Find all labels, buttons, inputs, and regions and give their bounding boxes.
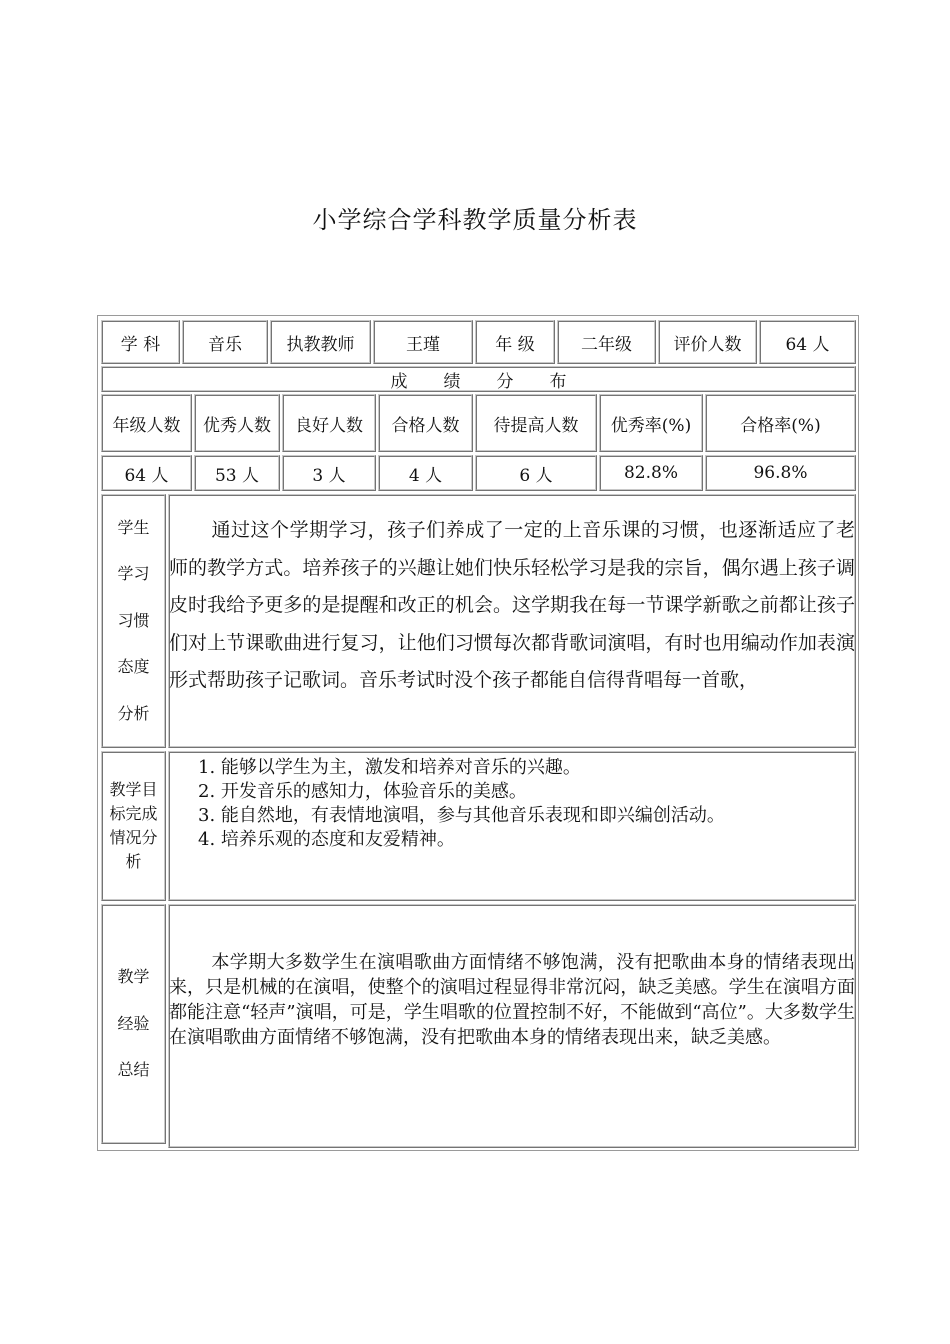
stats-value: 64 人	[101, 455, 192, 491]
goals-label-line: 析	[125, 852, 142, 871]
stats-header: 合格人数	[378, 394, 473, 452]
stats-header: 合格率(%)	[705, 394, 856, 452]
habits-text-block	[169, 512, 855, 700]
distribution-char: 分	[496, 371, 514, 392]
habits-label-line: 态度	[117, 657, 150, 677]
goals-label-line: 标完成	[109, 804, 158, 823]
summary-text-block	[169, 950, 855, 1050]
teacher-label: 执教教师	[270, 320, 371, 364]
habits-label-line: 分析	[117, 703, 150, 723]
distribution-char: 绩	[443, 371, 461, 392]
summary-label-line: 总结	[117, 1060, 150, 1080]
goal-item: 4. 培养乐观的态度和友爱精神。	[198, 829, 455, 850]
goals-label-line: 教学目	[109, 780, 158, 799]
stats-value: 53 人	[194, 455, 280, 491]
goals-list	[198, 756, 725, 852]
grade-value: 二年级	[557, 320, 656, 364]
summary-label	[101, 904, 166, 1144]
distribution-char: 布	[549, 371, 567, 392]
stats-header: 良好人数	[282, 394, 376, 452]
goal-item: 3. 能自然地，有表情地演唱，参与其他音乐表现和即兴编创活动。	[198, 805, 725, 826]
habits-label	[101, 494, 166, 748]
stats-value: 6 人	[475, 455, 597, 491]
summary-text: 本学期大多数学生在演唱歌曲方面情绪不够饱满，没有把歌曲本身的情绪表现出来，只是机械的在演唱，使整个的演唱过程显得非常沉闷，缺乏美感。学生在演唱方面都能注意“轻声”演唱，可是，学生唱歌的位置控制不好，不能做到“高位”。大多数学生在演唱歌曲方面情绪不够饱满，没有把歌曲本身的情绪表现出来，缺乏美感。	[169, 952, 855, 1048]
goals-label-line: 情况分	[109, 828, 158, 847]
evaluated-label: 评价人数	[658, 320, 757, 364]
stats-header: 待提高人数	[475, 394, 597, 452]
teacher-value: 王瑾	[373, 320, 473, 364]
stats-value: 82.8%	[599, 455, 703, 491]
habits-label-line: 学习	[117, 564, 150, 584]
stats-value: 4 人	[378, 455, 473, 491]
stats-header: 年级人数	[101, 394, 192, 452]
subject-label: 学 科	[101, 320, 180, 364]
habits-label-line: 学生	[117, 518, 150, 538]
distribution-header	[101, 366, 856, 392]
stats-value: 96.8%	[705, 455, 856, 491]
evaluated-value: 64 人	[759, 320, 856, 364]
grade-label: 年 级	[475, 320, 555, 364]
goals-label	[101, 751, 166, 901]
habits-text: 通过这个学期学习，孩子们养成了一定的上音乐课的习惯，也逐渐适应了老师的教学方式。培养孩子的兴趣让她们快乐轻松学习是我的宗旨，偶尔遇上孩子调皮时我给予更多的是提醒和改正的机会。这学期我在每一节课学新歌之前都让孩子们对上节课歌曲进行复习，让他们习惯每次都背歌词演唱，有时也用编动作加表演形式帮助孩子记歌词。音乐考试时没个孩子都能自信得背唱每一首歌，	[169, 519, 855, 691]
goal-item: 1. 能够以学生为主，激发和培养对音乐的兴趣。	[198, 757, 581, 778]
stats-value: 3 人	[282, 455, 376, 491]
habits-label-line: 习惯	[117, 610, 150, 630]
stats-header: 优秀人数	[194, 394, 280, 452]
distribution-char: 成	[390, 371, 408, 392]
stats-header: 优秀率(%)	[599, 394, 703, 452]
summary-label-line: 教学	[117, 967, 150, 987]
summary-label-line: 经验	[117, 1013, 150, 1033]
page-title: 小学综合学科教学质量分析表	[312, 206, 638, 234]
subject-value: 音乐	[182, 320, 268, 364]
goal-item: 2. 开发音乐的感知力，体验音乐的美感。	[198, 781, 527, 802]
